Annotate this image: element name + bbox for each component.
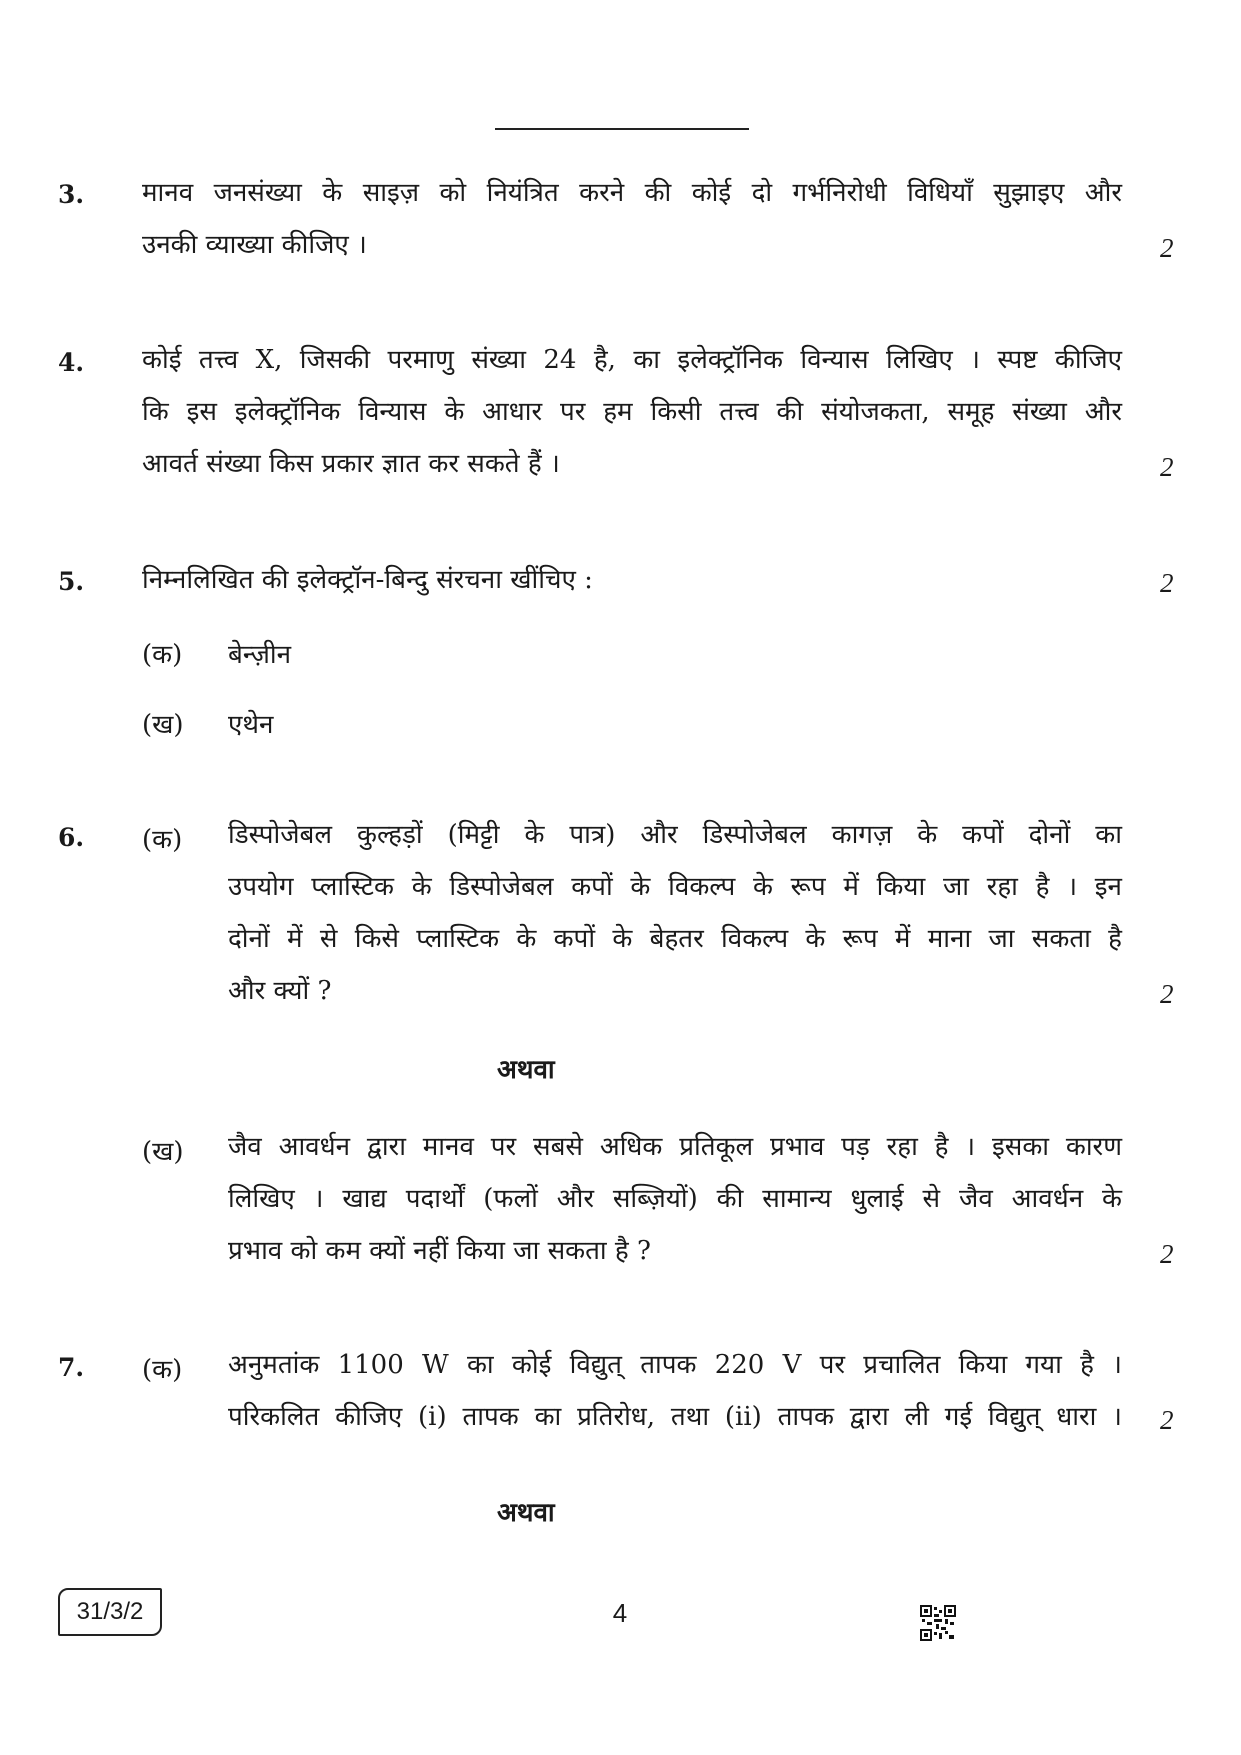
q6-part-a-label: (क) [142, 825, 183, 855]
q4-line-2: कि इस इलेक्ट्रॉनिक विन्यास के आधार पर हम किसी तत्त्व की संयोजकता, समूह संख्या और [142, 397, 1122, 427]
q7a-line-2: परिकलित कीजिए (i) तापक का प्रतिरोध, तथा (ii) तापक द्वारा ली गई विद्युत् धारा । [228, 1402, 1122, 1432]
q5-part-a-text: बेन्ज़ीन [228, 640, 292, 670]
q7a-line-1: अनुमतांक 1100 W का कोई विद्युत् तापक 220 V पर प्रचालित किया गया है । [228, 1350, 1122, 1380]
q7a-marks: 2 [1160, 1405, 1174, 1435]
q6a-line-1: डिस्पोजेबल कुल्हड़ों (मिट्टी के पात्र) और डिस्पोजेबल कागज़ के कपों दोनों का [228, 820, 1122, 850]
q5-part-a-label: (क) [142, 640, 183, 670]
q3-line-2: उनकी व्याख्या कीजिए । [142, 230, 367, 260]
paper-code-badge [58, 1588, 162, 1636]
q3-line-1: मानव जनसंख्या के साइज़ को नियंत्रित करने की कोई दो गर्भनिरोधी विधियाँ सुझाइए और [142, 178, 1122, 208]
q6b-line-3: प्रभाव को कम क्यों नहीं किया जा सकता है ? [228, 1236, 651, 1266]
q4-marks: 2 [1160, 452, 1174, 482]
q7-or-label: अथवा [497, 1498, 555, 1528]
paper-code: 31/3/2 [76, 1598, 144, 1625]
q6a-marks: 2 [1160, 979, 1174, 1009]
q6-or-label: अथवा [497, 1055, 555, 1085]
q3-marks: 2 [1160, 233, 1174, 263]
question-number-4: 4. [58, 348, 85, 377]
q5-marks: 2 [1160, 568, 1174, 598]
question-number-5: 5. [58, 567, 85, 596]
page-number: 4 [612, 1598, 628, 1628]
q5-part-b-label: (ख) [142, 710, 184, 740]
q6a-line-2: उपयोग प्लास्टिक के डिस्पोजेबल कपों के विकल्प के रूप में किया जा रहा है । इन [228, 872, 1122, 902]
q7-part-a-label: (क) [142, 1355, 183, 1385]
q5-part-b-text: एथेन [228, 710, 274, 740]
q6a-line-4: और क्यों ? [228, 976, 332, 1006]
q6b-line-2: लिखिए । खाद्य पदार्थों (फलों और सब्ज़ियों) की सामान्य धुलाई से जैव आवर्धन के [228, 1184, 1122, 1214]
q6b-marks: 2 [1160, 1239, 1174, 1269]
q5-line: निम्नलिखित की इलेक्ट्रॉन-बिन्दु संरचना खींचिए : [142, 565, 593, 595]
top-divider [495, 128, 749, 130]
q4-line-3: आवर्त संख्या किस प्रकार ज्ञात कर सकते हैं । [142, 449, 560, 479]
question-number-3: 3. [58, 180, 85, 209]
q6b-line-1: जैव आवर्धन द्वारा मानव पर सबसे अधिक प्रतिकूल प्रभाव पड़ रहा है । इसका कारण [228, 1132, 1122, 1162]
q6-part-b-label: (ख) [142, 1137, 184, 1167]
question-number-7: 7. [58, 1353, 85, 1382]
q4-line-1: कोई तत्त्व X, जिसकी परमाणु संख्या 24 है, का इलेक्ट्रॉनिक विन्यास लिखिए । स्पष्ट कीजिए [142, 345, 1122, 375]
qr-code-icon [920, 1605, 956, 1641]
q6a-line-3: दोनों में से किसे प्लास्टिक के कपों के बेहतर विकल्प के रूप में माना जा सकता है [228, 924, 1122, 954]
question-number-6: 6. [58, 823, 85, 852]
